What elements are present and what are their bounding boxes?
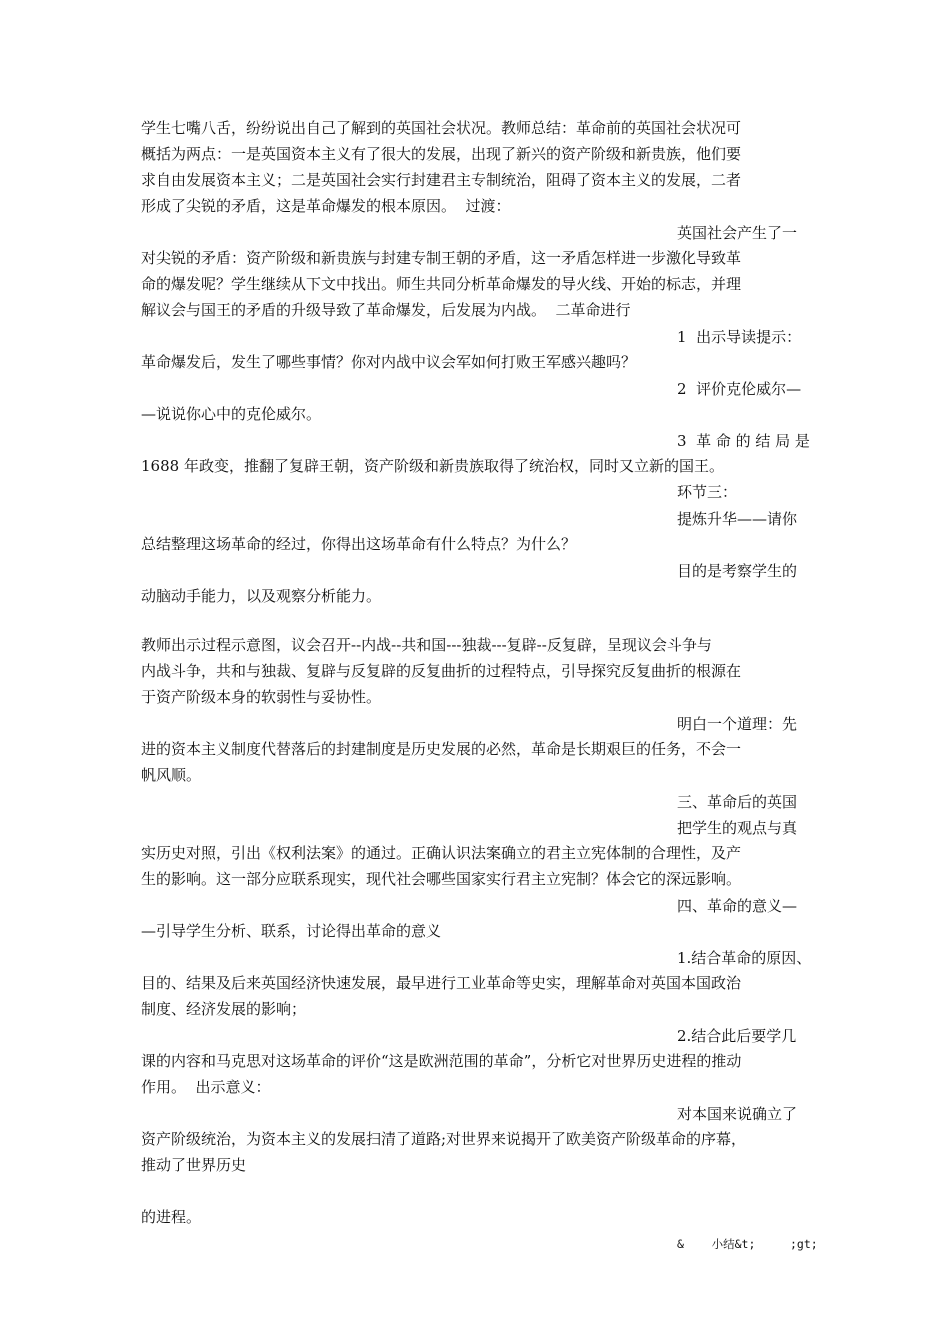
text-line: 作用。 出示意义： [141,1078,271,1096]
text-line: 目的是考察学生的 [677,562,798,580]
text-line: 2.结合此后要学几 [677,1027,797,1045]
text-line: 英国社会产生了一 [677,224,798,242]
text-line: 三、革命后的英国 [677,793,798,811]
text-line: 提炼升华——请你 [677,510,798,528]
text-line: 革命爆发后，发生了哪些事情？你对内战中议会军如何打败王军感兴趣吗？ [141,353,637,371]
text-line: 的进程。 [141,1208,202,1226]
text-line: 概括为两点：一是英国资本主义有了很大的发展，出现了新兴的资产阶级和新贵族，他们要 [141,145,742,163]
text-line: 命的爆发呢？学生继续从下文中找出。师生共同分析革命爆发的导火线、开始的标志，并理 [141,275,742,293]
text-line: 2 评价克伦威尔— [677,380,802,398]
text-line: 环节三： [677,483,738,501]
text-line: 求自由发展资本主义；二是英国社会实行封建君主专制统治，阻碍了资本主义的发展，二者 [141,171,742,189]
text-line: 于资产阶级本身的软弱性与妥协性。 [141,688,382,706]
text-line: —说说你心中的克伦威尔。 [141,405,322,423]
text-line: 1688 年政变，推翻了复辟王朝，资产阶级和新贵族取得了统治权，同时又立新的国王。 [141,457,724,475]
text-line: 明白一个道理：先 [677,715,798,733]
text-line: 制度、经济发展的影响； [141,1000,307,1018]
text-line: 总结整理这场革命的经过，你得出这场革命有什么特点？为什么？ [141,535,577,553]
text-line: 生的影响。这一部分应联系现实，现代社会哪些国家实行君主立宪制？体会它的深远影响。 [141,870,742,888]
summary-line: & 小结&t; ;gt; [677,1237,818,1251]
text-line: 对尖锐的矛盾：资产阶级和新贵族与封建专制王朝的矛盾，这一矛盾怎样进一步激化导致革 [141,249,742,267]
text-line: 帆风顺。 [141,766,202,784]
text-line: 进的资本主义制度代替落后的封建制度是历史发展的必然，革命是长期艰巨的任务，不会一 [141,740,742,758]
text-line: 课的内容和马克思对这场革命的评价“这是欧洲范围的革命”，分析它对世界历史进程的推动 [141,1052,742,1070]
text-line: —引导学生分析、联系，讨论得出革命的意义 [141,922,442,940]
text-line: 教师出示过程示意图，议会召开--内战--共和国---独裁---复辟--反复辟，呈现议会斗争与 [141,636,712,654]
text-line: 四、革命的意义— [677,897,798,915]
text-line: 学生七嘴八舌，纷纷说出自己了解到的英国社会状况。教师总结：革命前的英国社会状况可 [141,119,742,137]
text-line: 1.结合革命的原因、 [677,949,812,967]
text-line: 目的、结果及后来英国经济快速发展，最早进行工业革命等史实，理解革命对英国本国政治 [141,974,742,992]
text-line: 把学生的观点与真 [677,819,798,837]
text-line: 解议会与国王的矛盾的升级导致了革命爆发，后发展为内战。 二革命进行 [141,301,631,319]
text-line: 内战斗争，共和与独裁、复辟与反复辟的反复曲折的过程特点，引导探究反复曲折的根源在 [141,662,742,680]
text-line: 对本国来说确立了 [677,1105,798,1123]
text-line: 形成了尖锐的矛盾，这是革命爆发的根本原因。 过渡： [141,197,511,215]
text-line: 3 革 命 的 结 局 是 [677,432,810,450]
text-line: 动脑动手能力，以及观察分析能力。 [141,587,382,605]
text-line: 1 出示导读提示： [677,328,802,346]
text-line: 推动了世界历史 [141,1156,247,1174]
text-line: 资产阶级统治，为资本主义的发展扫清了道路;对世界来说揭开了欧美资产阶级革命的序幕， [141,1130,747,1148]
text-line: 实历史对照，引出《权利法案》的通过。正确认识法案确立的君主立宪体制的合理性，及产 [141,844,742,862]
